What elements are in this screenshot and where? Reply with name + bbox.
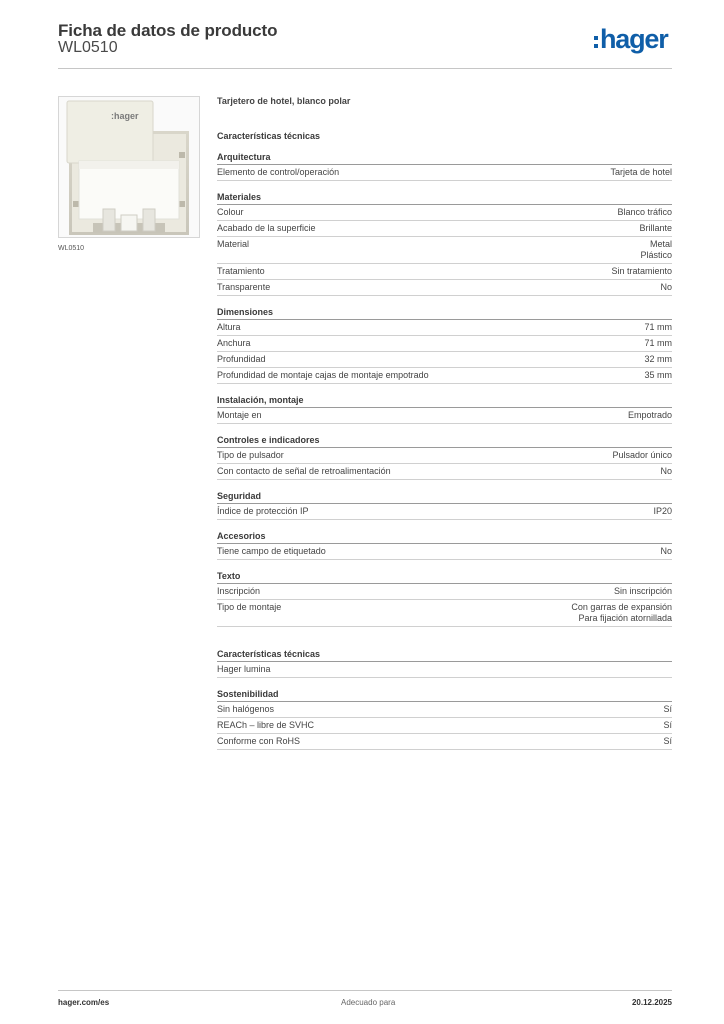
spec-value: Sí: [663, 720, 672, 730]
spec-section: [217, 152, 672, 181]
spec-value: Brillante: [639, 223, 672, 233]
spec-value: No: [660, 282, 672, 292]
spec-row: [217, 584, 672, 600]
spec-row: [217, 662, 672, 678]
spec-label: Sin halógenos: [217, 704, 275, 714]
spec-label: Índice de protección IP: [217, 506, 309, 516]
spec-label: Altura: [217, 322, 241, 332]
spec-label: Con contacto de señal de retroalimentación: [217, 466, 391, 476]
spec-value: IP20: [653, 506, 672, 516]
spec-row: [217, 352, 672, 368]
image-caption: WL0510: [58, 245, 85, 252]
footer-note: Adecuado para: [341, 998, 396, 1007]
main-heading: Características técnicas: [217, 131, 321, 141]
spec-section: [217, 192, 672, 296]
spec-row: [217, 280, 672, 296]
product-image: [58, 96, 200, 238]
spec-label: Tratamiento: [217, 266, 265, 276]
section-title: Controles e indicadores: [217, 435, 672, 448]
spec-row: [217, 718, 672, 734]
spec-label: Tipo de pulsador: [217, 450, 284, 460]
spec-section: [217, 531, 672, 560]
spec-value: 32 mm: [644, 354, 672, 364]
spec-row: [217, 336, 672, 352]
spec-section: [217, 435, 672, 480]
spec-row: [217, 165, 672, 181]
spec-value: Con garras de expansión Para fijación atornillada: [571, 602, 672, 623]
spec-label: Hager lumina: [217, 664, 271, 674]
logo-colon-icon: [594, 36, 598, 48]
spec-value: Blanco tráfico: [617, 207, 672, 217]
spec-label: REACh – libre de SVHC: [217, 720, 315, 730]
footer-divider: [58, 990, 672, 991]
spec-label: Acabado de la superficie: [217, 223, 316, 233]
spec-value: Tarjeta de hotel: [610, 167, 672, 177]
spec-label: Tiene campo de etiquetado: [217, 546, 326, 556]
spec-section: [217, 395, 672, 424]
spec-label: Conforme con RoHS: [217, 736, 301, 746]
spec-row: [217, 237, 672, 264]
spec-value: Sí: [663, 704, 672, 714]
spec-label: Colour: [217, 207, 244, 217]
spec-section: [217, 649, 672, 678]
spec-value: No: [660, 546, 672, 556]
header-divider: [58, 68, 672, 69]
spec-value: Sí: [663, 736, 672, 746]
section-title: Seguridad: [217, 491, 672, 504]
footer-website: hager.com/es: [58, 998, 110, 1007]
section-title: Instalación, montaje: [217, 395, 672, 408]
spec-label: Anchura: [217, 338, 251, 348]
footer-date: 20.12.2025: [631, 998, 672, 1007]
section-title: Dimensiones: [217, 307, 672, 320]
spec-row: [217, 544, 672, 560]
spec-row: [217, 448, 672, 464]
spec-table: [217, 96, 672, 750]
page-title: Ficha de datos de producto: [58, 21, 278, 40]
spec-section: [217, 491, 672, 520]
device-logo-text: :hager: [111, 111, 139, 121]
spec-value: Metal Plástico: [640, 239, 672, 260]
section-title: Arquitectura: [217, 152, 672, 165]
spec-label: Elemento de control/operación: [217, 167, 340, 177]
spec-value: 71 mm: [644, 338, 672, 348]
hager-logo: [594, 24, 668, 55]
spec-value: 71 mm: [644, 322, 672, 332]
spec-label: Transparente: [217, 282, 271, 292]
spec-section: [217, 307, 672, 384]
spec-label: Material: [217, 239, 250, 249]
spec-value: Sin inscripción: [613, 586, 672, 596]
spec-row: [217, 702, 672, 718]
spec-value: Sin tratamiento: [611, 266, 672, 276]
spec-label: Inscripción: [217, 586, 261, 596]
section-title: Sostenibilidad: [217, 689, 672, 702]
product-description: Tarjetero de hotel, blanco polar: [217, 96, 351, 106]
spec-row: [217, 320, 672, 336]
spec-value: Pulsador único: [612, 450, 672, 460]
spec-row: [217, 600, 672, 627]
spec-value: No: [660, 466, 672, 476]
spec-sections: [217, 152, 672, 627]
spec-row: [217, 264, 672, 280]
spec-row: [217, 221, 672, 237]
section-title: Características técnicas: [217, 649, 672, 662]
spec-section: [217, 689, 672, 750]
spec-row: [217, 368, 672, 384]
spec-value: 35 mm: [644, 370, 672, 380]
spec-sections-secondary: [217, 649, 672, 750]
section-title: Accesorios: [217, 531, 672, 544]
section-title: Materiales: [217, 192, 672, 205]
card-holder-illustration: [59, 97, 199, 237]
spec-section: [217, 571, 672, 627]
spec-row: [217, 734, 672, 750]
spec-row: [217, 408, 672, 424]
spec-row: [217, 504, 672, 520]
spec-label: Profundidad de montaje cajas de montaje empotrado: [217, 370, 429, 380]
logo-text: hager: [600, 24, 668, 54]
spec-label: Profundidad: [217, 354, 266, 364]
spec-row: [217, 464, 672, 480]
spec-label: Montaje en: [217, 410, 262, 420]
spec-label: Tipo de montaje: [217, 602, 282, 612]
spec-row: [217, 205, 672, 221]
spec-value: Empotrado: [627, 410, 672, 420]
section-title: Texto: [217, 571, 672, 584]
product-code: WL0510: [58, 39, 118, 56]
